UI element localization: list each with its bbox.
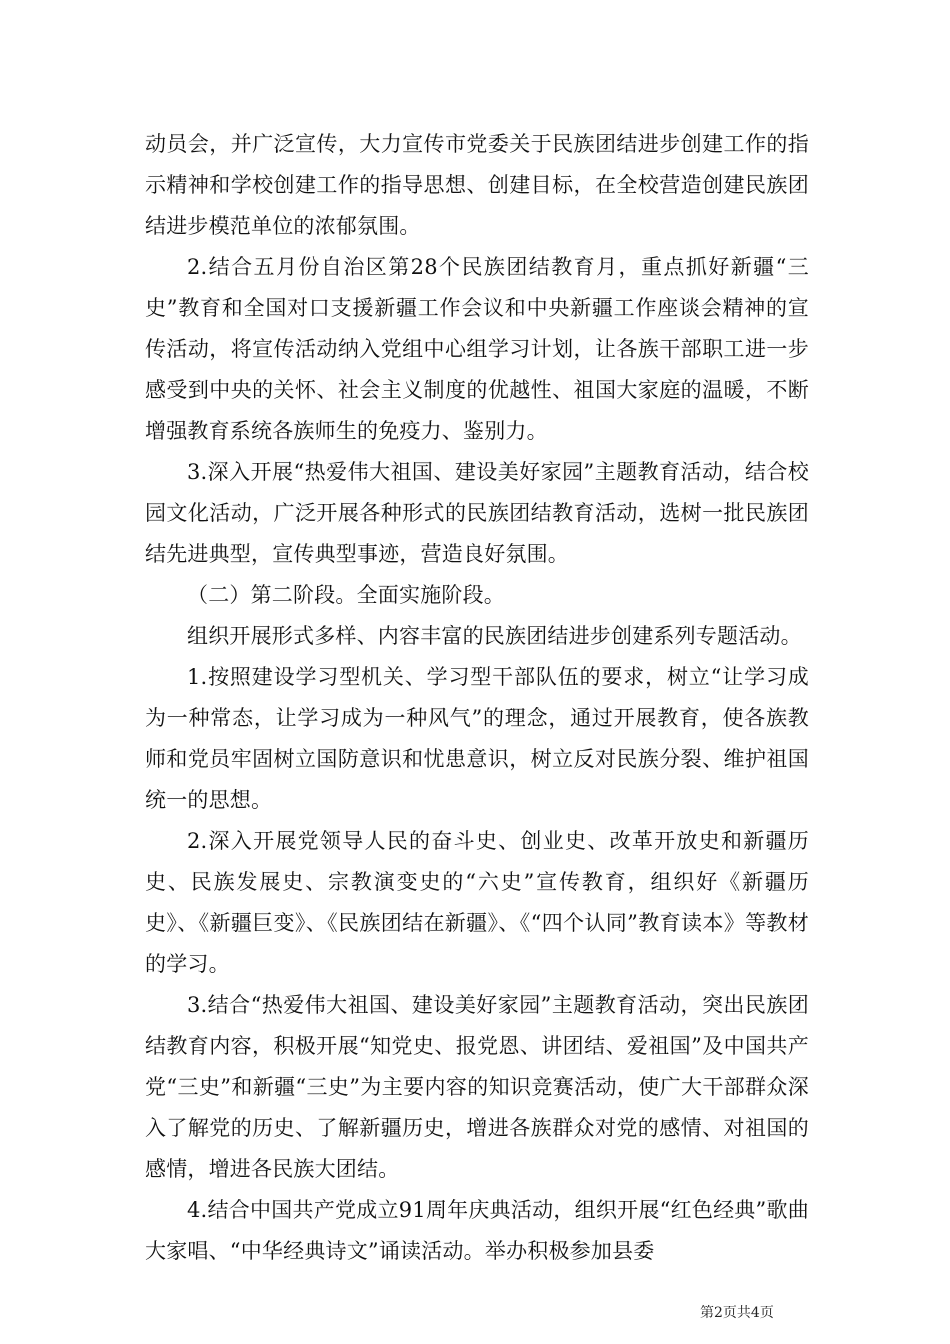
paragraph-intro: 组织开展形式多样、内容丰富的民族团结进步创建系列专题活动。 (187, 624, 802, 648)
section-heading-stage-two: （二）第二阶段。全面实施阶段。 (187, 583, 505, 607)
paragraph-item-3: 3.深入开展“热爱伟大祖国、建设美好家园”主题教育活动，结合校园文化活动，广泛开展各种形式的民族团结教育活动，选树一批民族团结先进典型，宣传典型事迹，营造良好氛围。 (145, 460, 809, 566)
paragraph-item-3b: 3.结合“热爱伟大祖国、建设美好家园”主题教育活动，突出民族团结教育内容，积极开展“知党史、报党恩、讲团结、爱祖国”及中国共产党“三史”和新疆“三史”为主要内容的知识竞赛活动，使广大干部群众深入了解党的历史、了解新疆历史，增进各族群众对党的感情、对祖国的感情，增进各民族大团结。 (145, 993, 809, 1181)
paragraph-item-2: 2.结合五月份自治区第28个民族团结教育月，重点抓好新疆“三史”教育和全国对口支援新疆工作会议和中央新疆工作座谈会精神的宣传活动，将宣传活动纳入党组中心组学习计划，让各族干部职工进一步感受到中央的关怀、社会主义制度的优越性、祖国大家庭的温暖，不断增强教育系统各族师生的免疫力、鉴别力。 (145, 255, 809, 443)
paragraph-continuation: 动员会，并广泛宣传，大力宣传市党委关于民族团结进步创建工作的指示精神和学校创建工作的指导思想、创建目标，在全校营造创建民族团结进步模范单位的浓郁氛围。 (145, 132, 809, 238)
paragraph-item-4: 4.结合中国共产党成立91周年庆典活动，组织开展“红色经典”歌曲大家唱、“中华经典诗文”诵读活动。举办积极参加县委 (145, 1198, 809, 1263)
paragraph-item-2b: 2.深入开展党领导人民的奋斗史、创业史、改革开放史和新疆历史、民族发展史、宗教演变史的“六史”宣传教育，组织好《新疆历史》、《新疆巨变》、《民族团结在新疆》、《“四个认同”教育读本》等教材的学习。 (145, 829, 809, 976)
page-number-footer: 第2页共4页 (700, 1305, 774, 1321)
paragraph-item-1: 1.按照建设学习型机关、学习型干部队伍的要求，树立“让学习成为一种常态，让学习成为一种风气”的理念，通过开展教育，使各族教师和党员牢固树立国防意识和忧患意识，树立反对民族分裂、维护祖国统一的思想。 (145, 665, 809, 812)
body-text (145, 124, 809, 1272)
